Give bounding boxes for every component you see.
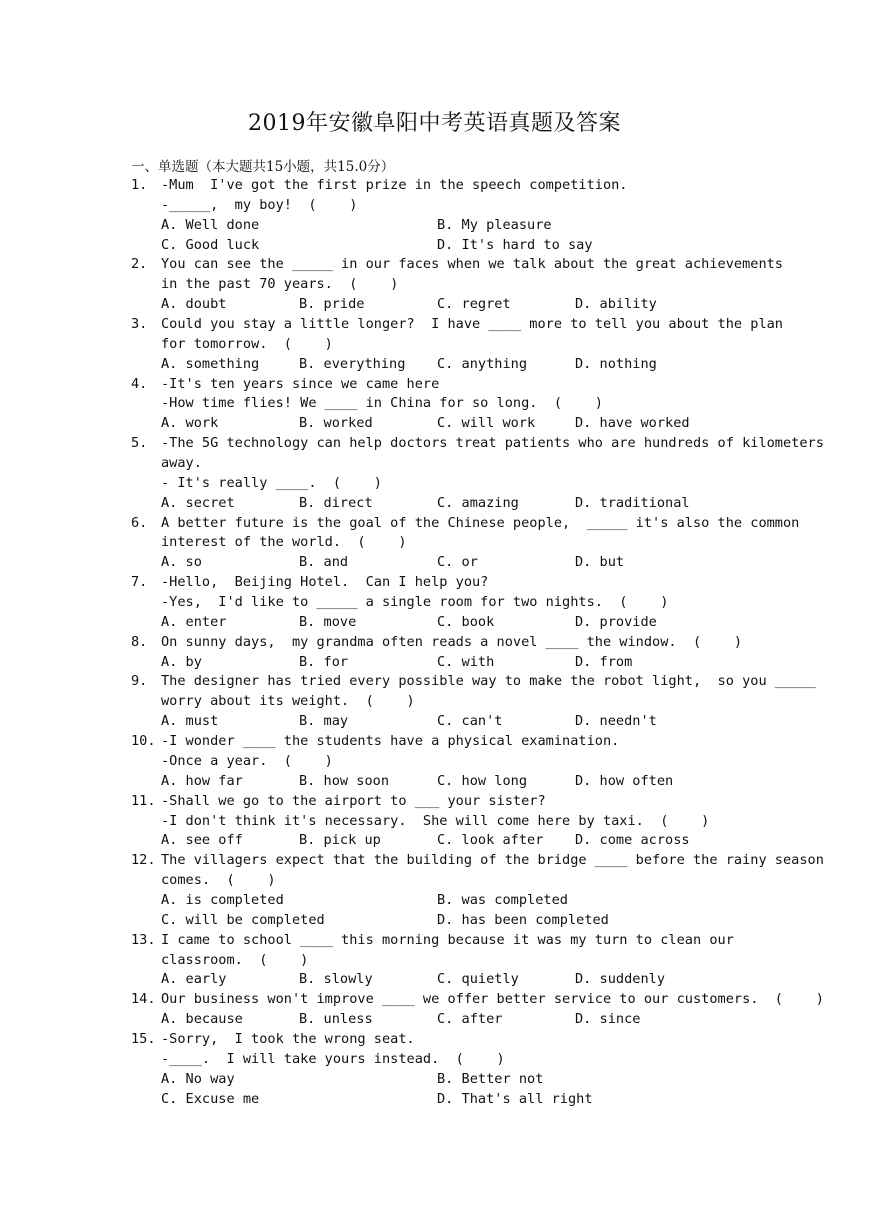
option-c: C. Excuse me <box>161 1090 260 1107</box>
question-text: -It's ten years since we came here <box>161 375 440 392</box>
question-text: You can see the _____ in our faces when we talk about the great achievements <box>161 256 783 273</box>
question-line <box>131 851 824 871</box>
question-item <box>131 792 743 852</box>
option-a: A. because <box>161 1011 243 1028</box>
question-line <box>131 732 743 752</box>
question-text: -I don't think it's necessary. She will come here by taxi. ( ) <box>161 812 710 829</box>
options-row <box>131 970 743 990</box>
question-line <box>131 275 743 295</box>
option-d: D. has been completed <box>437 911 609 928</box>
question-line <box>131 255 783 275</box>
question-text: -Mum I've got the first prize in the speech competition. <box>161 177 628 193</box>
options-row <box>131 355 743 375</box>
question-line <box>131 434 824 454</box>
question-list <box>131 176 824 1109</box>
options-row <box>131 891 743 911</box>
question-line <box>131 812 743 832</box>
option-c: C. anything <box>437 355 528 372</box>
option-b: B. Better not <box>437 1070 544 1087</box>
option-b: B. pride <box>299 296 365 313</box>
question-item <box>131 1030 743 1109</box>
option-c: C. Good luck <box>161 236 260 253</box>
question-line <box>131 375 743 395</box>
option-a: A. secret <box>161 494 235 511</box>
option-a: A. enter <box>161 613 227 630</box>
option-c: C. with <box>437 653 495 670</box>
question-item <box>131 672 816 732</box>
option-c: C. will be completed <box>161 911 325 928</box>
question-text: interest of the world. ( ) <box>161 534 407 551</box>
question-text: -I wonder ____ the students have a physical examination. <box>161 733 620 750</box>
option-b: B. slowly <box>299 971 373 988</box>
question-text: for tomorrow. ( ) <box>161 335 333 352</box>
option-d: D. suddenly <box>575 971 666 988</box>
question-number: 5. <box>131 435 148 452</box>
question-line <box>131 1030 743 1050</box>
option-b: B. pick up <box>299 832 381 849</box>
option-a: A. doubt <box>161 296 227 313</box>
option-d: D. needn't <box>575 713 657 730</box>
options-row <box>131 236 743 256</box>
option-c: C. regret <box>437 296 511 313</box>
option-c: C. after <box>437 1011 503 1028</box>
question-line <box>131 474 743 494</box>
question-line <box>131 752 743 772</box>
question-text: A better future is the goal of the Chinese people, _____ it's also the common <box>161 514 800 531</box>
question-line <box>131 951 743 971</box>
question-number: 14. <box>131 991 156 1008</box>
question-line <box>131 196 743 216</box>
option-c: C. book <box>437 613 495 630</box>
option-d: D. provide <box>575 613 657 630</box>
question-text: I came to school ____ this morning because it was my turn to clean our <box>161 931 734 948</box>
options-row <box>131 613 743 633</box>
page-title: 2019年安徽阜阳中考英语真题及答案 <box>248 111 621 136</box>
question-text: -Yes, I'd like to _____ a single room for two nights. ( ) <box>161 594 669 611</box>
question-item <box>131 315 783 375</box>
option-a: A. how far <box>161 772 243 789</box>
question-number: 7. <box>131 574 148 591</box>
question-item <box>131 633 743 673</box>
option-a: A. see off <box>161 832 243 849</box>
question-text: Our business won't improve ____ we offer better service to our customers. ( ) <box>161 991 824 1008</box>
option-b: B. move <box>299 613 357 630</box>
option-a: A. work <box>161 415 219 432</box>
question-text: Could you stay a little longer? I have ____ more to tell you about the plan <box>161 316 783 333</box>
option-b: B. may <box>299 713 349 730</box>
option-c: C. or <box>437 554 478 571</box>
question-number: 3. <box>131 316 148 333</box>
option-b: B. was completed <box>437 891 568 908</box>
question-text: -Hello, Beijing Hotel. Can I help you? <box>161 574 489 591</box>
option-c: C. look after <box>437 832 544 849</box>
question-number: 6. <box>131 514 148 531</box>
question-number: 2. <box>131 256 148 273</box>
question-item <box>131 514 800 574</box>
question-text: -Sorry, I took the wrong seat. <box>161 1030 415 1047</box>
question-number: 1. <box>131 177 148 193</box>
option-a: A. No way <box>161 1070 235 1087</box>
option-c: C. amazing <box>437 494 519 511</box>
options-row <box>131 831 743 851</box>
question-text: away. <box>161 455 202 472</box>
question-line <box>131 176 743 196</box>
question-item <box>131 255 783 315</box>
question-text: -Shall we go to the airport to ___ your sister? <box>161 792 546 809</box>
question-number: 10. <box>131 733 156 750</box>
option-a: A. Well done <box>161 216 260 233</box>
option-d: D. ability <box>575 296 657 313</box>
question-text: comes. ( ) <box>161 872 276 889</box>
question-text: -Once a year. ( ) <box>161 752 333 769</box>
question-item <box>131 990 824 1030</box>
question-number: 11. <box>131 792 156 809</box>
question-number: 8. <box>131 633 148 650</box>
question-text: - It's really ____. ( ) <box>161 474 382 491</box>
option-d: D. That's all right <box>437 1090 593 1107</box>
option-d: D. traditional <box>575 494 690 511</box>
question-text: The villagers expect that the building of the bridge ____ before the rainy season <box>161 852 824 869</box>
options-row <box>131 414 743 434</box>
question-number: 12. <box>131 852 156 869</box>
question-number: 13. <box>131 931 156 948</box>
question-text: On sunny days, my grandma often reads a novel ____ the window. ( ) <box>161 633 743 650</box>
option-b: B. for <box>299 653 349 670</box>
question-line <box>131 931 743 951</box>
options-row <box>131 653 743 673</box>
section-heading: 一、单选题（本大题共15小题，共15.0分） <box>131 159 395 175</box>
question-line <box>131 672 816 692</box>
question-line <box>131 573 743 593</box>
question-text: -How time flies! We ____ in China for so long. ( ) <box>161 395 603 412</box>
question-text: The designer has tried every possible way to make the robot light, so you _____ <box>161 673 816 690</box>
option-d: D. nothing <box>575 355 657 372</box>
option-a: A. must <box>161 713 219 730</box>
option-d: D. from <box>575 653 633 670</box>
question-line <box>131 1050 743 1070</box>
option-c: C. quietly <box>437 971 519 988</box>
question-line <box>131 315 783 335</box>
option-b: B. everything <box>299 355 406 372</box>
question-item <box>131 375 743 435</box>
option-d: D. but <box>575 554 625 571</box>
question-text: -The 5G technology can help doctors treat patients who are hundreds of kilometers <box>161 435 824 452</box>
option-d: D. come across <box>575 832 690 849</box>
options-row <box>131 1010 743 1030</box>
question-line <box>131 514 800 534</box>
option-a: A. so <box>161 554 202 571</box>
option-b: B. how soon <box>299 772 390 789</box>
option-a: A. something <box>161 355 260 372</box>
option-a: A. by <box>161 653 202 670</box>
question-item <box>131 573 743 633</box>
option-d: D. It's hard to say <box>437 236 593 253</box>
question-line <box>131 792 743 812</box>
question-item <box>131 176 743 255</box>
question-line <box>131 633 743 653</box>
option-c: C. will work <box>437 415 536 432</box>
options-row <box>131 216 743 236</box>
question-text: -____. I will take yours instead. ( ) <box>161 1050 505 1067</box>
question-text: classroom. ( ) <box>161 951 309 968</box>
options-row <box>131 553 743 573</box>
options-row <box>131 1070 743 1090</box>
option-b: B. worked <box>299 415 373 432</box>
options-row <box>131 494 743 514</box>
option-d: D. have worked <box>575 415 690 432</box>
option-d: D. how often <box>575 772 674 789</box>
question-text: worry about its weight. ( ) <box>161 693 415 710</box>
question-line <box>131 692 743 712</box>
option-a: A. early <box>161 971 227 988</box>
question-item <box>131 732 743 792</box>
option-b: B. My pleasure <box>437 216 552 233</box>
options-row <box>131 772 743 792</box>
question-item <box>131 851 824 930</box>
option-b: B. and <box>299 554 349 571</box>
options-row <box>131 295 743 315</box>
question-line <box>131 871 743 891</box>
question-text: -_____, my boy! ( ) <box>161 196 358 213</box>
question-line <box>131 454 743 474</box>
option-b: B. direct <box>299 494 373 511</box>
question-number: 9. <box>131 673 148 690</box>
question-text: in the past 70 years. ( ) <box>161 276 399 293</box>
question-item <box>131 931 743 991</box>
options-row <box>131 911 743 931</box>
option-c: C. how long <box>437 772 528 789</box>
option-b: B. unless <box>299 1011 373 1028</box>
question-line <box>131 593 743 613</box>
question-line <box>131 990 824 1010</box>
option-a: A. is completed <box>161 891 284 908</box>
option-c: C. can't <box>437 713 503 730</box>
options-row <box>131 1090 743 1110</box>
question-item <box>131 434 824 513</box>
option-d: D. since <box>575 1011 641 1028</box>
question-line <box>131 335 743 355</box>
question-number: 4. <box>131 375 148 392</box>
question-number: 15. <box>131 1030 156 1047</box>
question-line <box>131 394 743 414</box>
options-row <box>131 712 743 732</box>
question-line <box>131 533 743 553</box>
